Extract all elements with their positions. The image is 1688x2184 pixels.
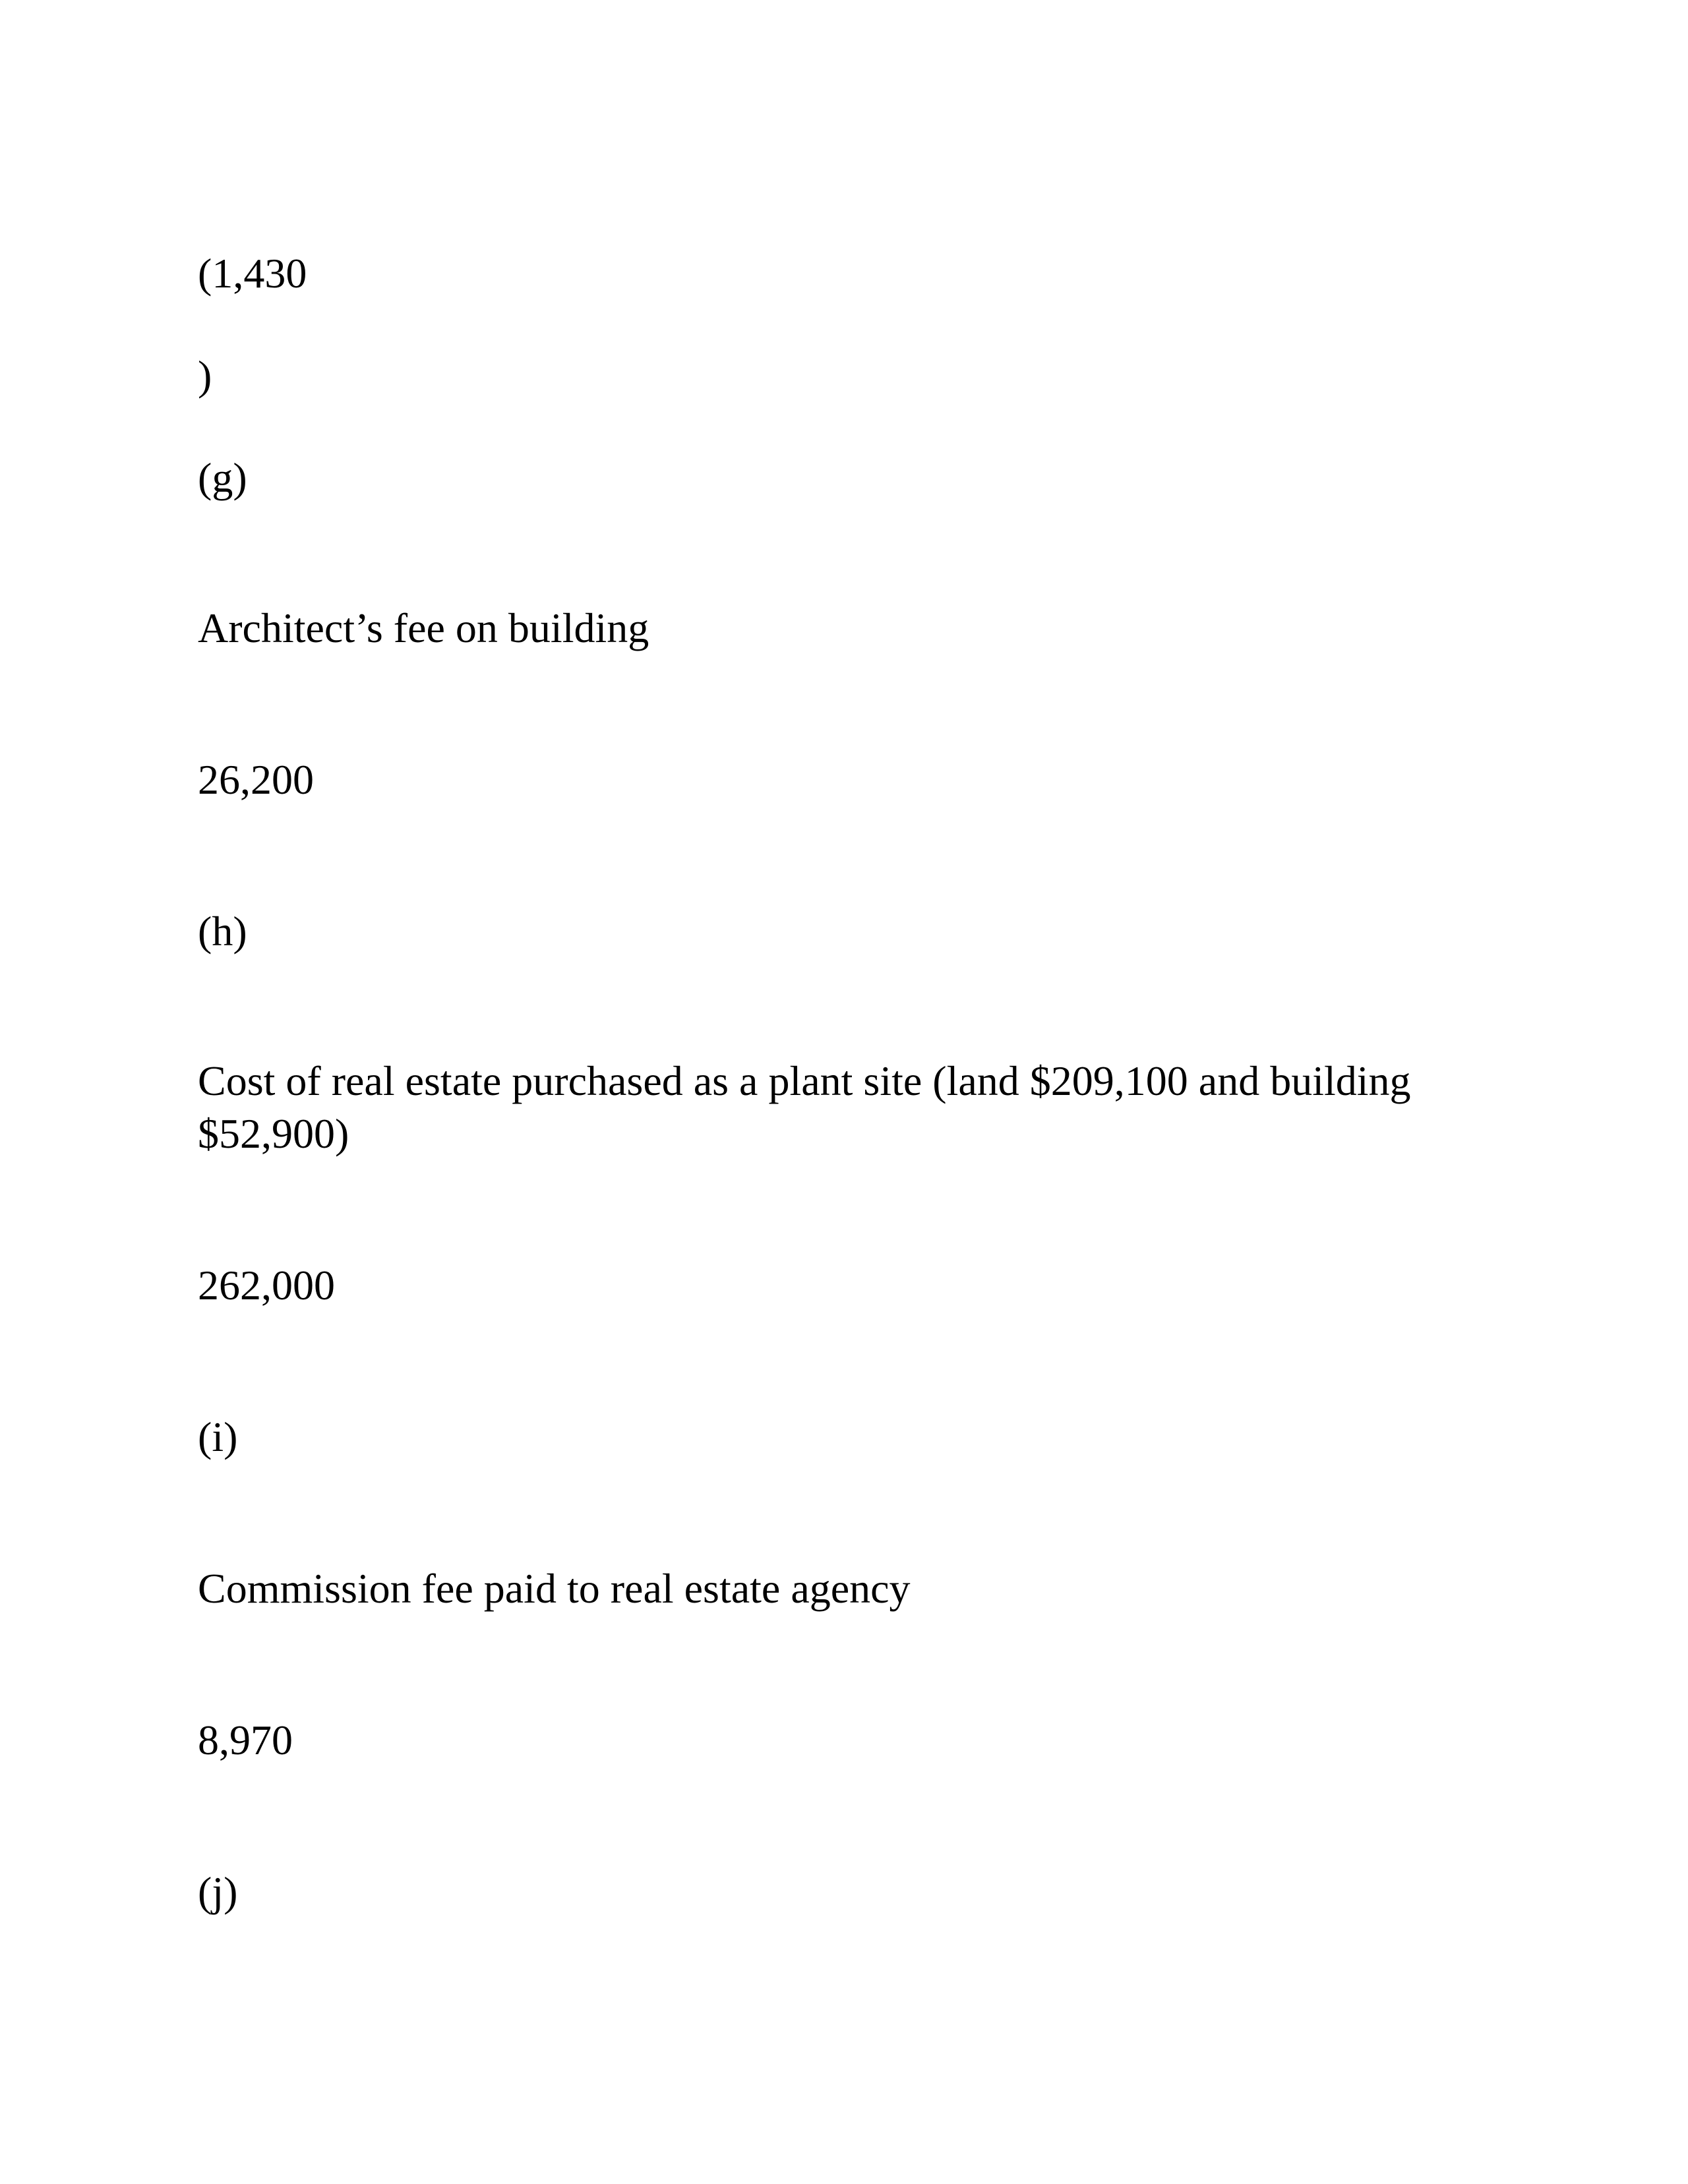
item-description-h: Cost of real estate purchased as a plant site (land $209,100 and building $52,900) (198, 1057, 1411, 1157)
item-description-g: Architect’s fee on building (198, 605, 649, 651)
item-description-i: Commission fee paid to real estate agency (198, 1565, 911, 1612)
item-amount-h: 262,000 (198, 1262, 335, 1309)
item-marker-j: (j) (198, 1868, 238, 1915)
item-marker-h: (h) (198, 908, 247, 955)
item-amount-i: 8,970 (198, 1717, 293, 1763)
item-amount-g: 26,200 (198, 756, 314, 803)
amount-partial: (1,430 (198, 250, 307, 297)
closing-paren: ) (198, 352, 212, 399)
item-marker-g: (g) (198, 454, 247, 501)
item-marker-i: (i) (198, 1413, 238, 1460)
